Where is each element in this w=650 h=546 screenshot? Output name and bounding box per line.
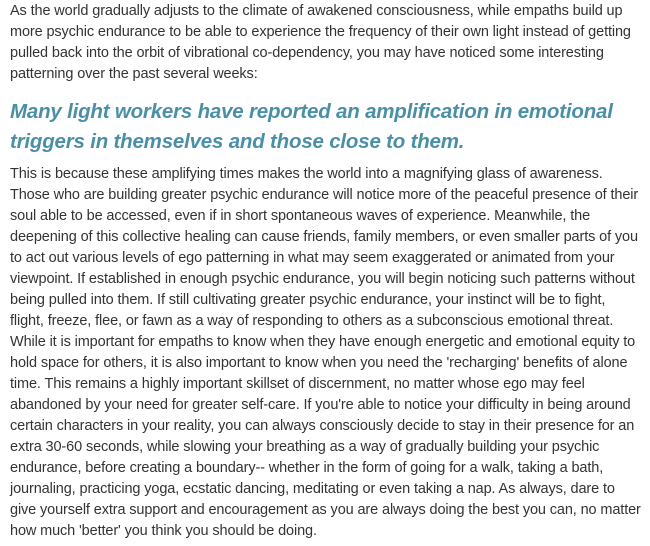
body-paragraph: This is because these amplifying times makes the world into a magnifying glass of awareness. Those who are building greater psychic endurance will notice more of the peaceful presence of their soul able to be accessed, even if in short spontaneous waves of experience. Meanwhile, the deepening of this collective healing can cause friends, family members, or even smaller parts of you to act out various levels of ego patterning in what may seem exaggerated or animated from your viewpoint. If established in enough psychic endurance, you will begin noticing such patterns without being pulled into them. If still cultivating greater psychic endurance, your instinct will be to fight, flight, freeze, flee, or fawn as a way of responding to others as a subconscious emotional threat. While it is important for empaths to know when they have enough energetic and emotional equity to hold space for others, it is also important to know when you need the 'recharging' benefits of alone time. This remains a highly important skillset of discernment, no matter whose ego may feel abandoned by your need for greater self-care. If you're able to notice your difficulty in being around certain characters in your reality, you can always consciously decide to stay in their presence for an extra 30-60 seconds, while slowing your breathing as a way of gradually building your psychic endurance, before creating a boundary-- whether in the form of going for a walk, taking a bath, journaling, practicing yoga, ecstatic dancing, meditating or even taking a nap. As always, dare to give yourself extra support and encouragement as you are always doing the best you can, no matter how much 'better' you think you should be doing. xyxy=(10,166,641,539)
intro-paragraph: As the world gradually adjusts to the climate of awakened consciousness, while empaths build up more psychic endurance to be able to experience the frequency of their own light instead of getting pulled back into the orbit of vibrational co-dependency, you may have noticed some interesting patterning over the past several weeks: xyxy=(10,3,631,82)
pull-quote: Many light workers have reported an amplification in emotional triggers in themselves and those close to them. xyxy=(10,100,613,153)
